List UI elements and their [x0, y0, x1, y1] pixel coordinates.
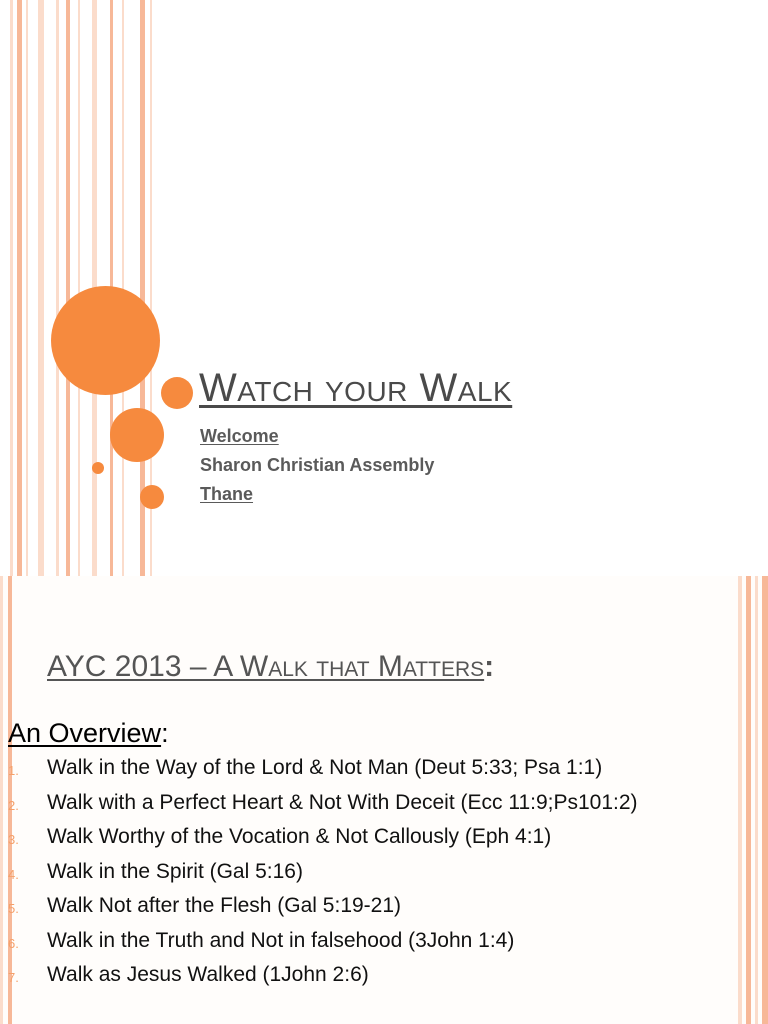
list-text: Walk with a Perfect Heart & Not With Deceit (Ecc 11:9;Ps101:2): [47, 790, 638, 814]
decorative-stripe: [762, 576, 768, 1024]
small-circle-icon: [161, 377, 193, 409]
list-number: 7.: [8, 970, 19, 985]
list-text: Walk Not after the Flesh (Gal 5:19-21): [47, 894, 402, 917]
title-colon: :: [484, 650, 495, 683]
decorative-stripe: [755, 576, 758, 1024]
title-text: AYC 2013 – A Walk that Matters: [47, 650, 485, 683]
list-number: 1.: [8, 763, 19, 778]
list-number: 5.: [8, 901, 19, 916]
decorative-stripe: [10, 0, 13, 576]
overview-heading: [8, 718, 169, 749]
overview-colon: :: [161, 718, 169, 748]
subtitle-city: Thane: [200, 484, 254, 504]
decorative-stripe: [66, 0, 70, 576]
decorative-stripe: [26, 0, 28, 576]
large-circle-icon: [51, 286, 160, 395]
list-text: Walk in the Truth and Not in falsehood (3John 1:4): [47, 928, 515, 952]
decorative-stripe: [17, 0, 22, 576]
small-circle-icon: [140, 485, 164, 509]
decorative-stripe: [56, 0, 59, 576]
list-text: Walk Worthy of the Vocation & Not Callously (Eph 4:1): [47, 825, 552, 848]
subtitle-welcome: Welcome: [200, 426, 279, 446]
overview-label: An Overview: [8, 718, 162, 748]
list-number: 2.: [8, 797, 19, 813]
list-number: 4.: [8, 866, 19, 882]
decorative-stripe: [0, 576, 3, 1024]
decorative-stripe: [38, 0, 44, 576]
slide-title: [47, 650, 494, 684]
list-number: 6.: [8, 935, 19, 951]
list-text: Walk as Jesus Walked (1John 2:6): [47, 963, 369, 986]
list-text: Walk in the Spirit (Gal 5:16): [47, 859, 303, 883]
decorative-stripe: [738, 576, 742, 1024]
decorative-stripe: [746, 576, 751, 1024]
overview-slide: [0, 576, 768, 1024]
slide-title: Watch your Walk: [199, 366, 513, 410]
list-text: Walk in the Way of the Lord & Not Man (Deut 5:33; Psa 1:1): [47, 756, 603, 779]
medium-circle-icon: [110, 408, 164, 462]
list-number: 3.: [8, 832, 19, 847]
decorative-stripe: [78, 0, 80, 576]
subtitle-church: Sharon Christian Assembly: [200, 455, 435, 475]
tiny-circle-icon: [92, 462, 104, 474]
